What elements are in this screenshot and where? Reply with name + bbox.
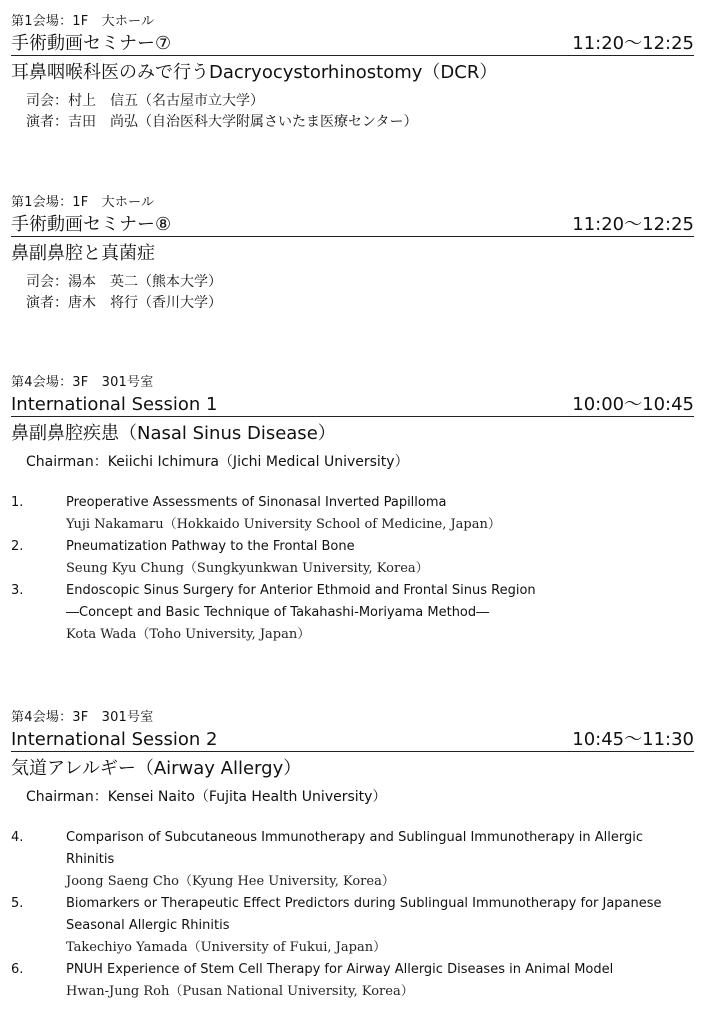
session-title: 手術動画セミナー⑧ <box>11 214 172 235</box>
session-subject: 鼻副鼻腔疾患（Nasal Sinus Disease） <box>11 423 336 444</box>
talk-number: 3. <box>11 583 24 598</box>
venue-label: 第1会場：1F 大ホール <box>11 14 155 29</box>
chairman-line: Chairman：Keiichi Ichimura（Jichi Medical University） <box>26 454 409 470</box>
session-subject: 耳鼻咽喉科医のみで行うDacryocystorhinostomy（DCR） <box>11 62 498 83</box>
talk-number: 4. <box>11 830 24 845</box>
chairman-line: Chairman：Kensei Naito（Fujita Health University） <box>26 789 387 805</box>
session-header <box>11 727 694 752</box>
talk-title: Biomarkers or Therapeutic Effect Predictors during Sublingual Immunotherapy for Japanese <box>66 896 662 911</box>
talk-author: Kota Wada（Toho University, Japan） <box>66 627 311 642</box>
session-title: International Session 2 <box>11 729 218 750</box>
talk-author: Yuji Nakamaru（Hokkaido University School of Medicine, Japan） <box>66 517 501 532</box>
talk-item <box>11 536 694 580</box>
talk-title: Comparison of Subcutaneous Immunotherapy and Sublingual Immunotherapy in Allergic Rhinitis <box>66 830 644 867</box>
talk-author: Seung Kyu Chung（Sungkyunkwan University, Korea） <box>66 561 429 576</box>
talk-subtitle: ―Concept and Basic Technique of Takahashi-Moriyama Method― <box>66 605 490 620</box>
talk-author: Joong Saeng Cho（Kyung Hee University, Korea） <box>66 874 395 889</box>
talk-title: Pneumatization Pathway to the Frontal Bone <box>66 539 355 554</box>
venue-label: 第4会場：3F 301号室 <box>11 710 154 725</box>
moderator-line: 司会：村上 信五（名古屋市立大学） <box>26 93 264 109</box>
session-time: 11:20～12:25 <box>572 33 694 54</box>
session-header <box>11 392 694 417</box>
talk-title: Preoperative Assessments of Sinonasal Inverted Papilloma <box>66 495 447 510</box>
talk-title: Endoscopic Sinus Surgery for Anterior Ethmoid and Frontal Sinus Region <box>66 583 536 598</box>
session-time: 10:45～11:30 <box>572 729 694 750</box>
talk-subtitle: Seasonal Allergic Rhinitis <box>66 918 230 933</box>
talk-number: 2. <box>11 539 24 554</box>
session-block <box>11 14 694 133</box>
talk-number: 5. <box>11 896 24 911</box>
session-title: 手術動画セミナー⑦ <box>11 33 172 54</box>
session-block <box>11 710 694 1003</box>
speaker-line: 演者：吉田 尚弘（自治医科大学附属さいたま医療センター） <box>26 114 418 130</box>
session-title: International Session 1 <box>11 394 218 415</box>
speaker-line: 演者：唐木 将行（香川大学） <box>26 295 222 311</box>
talk-item <box>11 959 694 1003</box>
talk-list <box>11 492 694 646</box>
talk-item <box>11 580 694 646</box>
moderator-line: 司会：湯本 英二（熊本大学） <box>26 274 222 290</box>
session-header <box>11 31 694 56</box>
venue-label: 第4会場：3F 301号室 <box>11 375 154 390</box>
talk-number: 1. <box>11 495 24 510</box>
talk-author: Takechiyo Yamada（University of Fukui, Japan） <box>66 940 387 955</box>
session-block <box>11 375 694 646</box>
session-time: 10:00～10:45 <box>572 394 694 415</box>
session-block <box>11 195 694 314</box>
session-subject: 鼻副鼻腔と真菌症 <box>11 243 155 264</box>
talk-item <box>11 492 694 536</box>
talk-author: Hwan-Jung Roh（Pusan National University, Korea） <box>66 984 414 999</box>
session-header <box>11 212 694 237</box>
venue-label: 第1会場：1F 大ホール <box>11 195 155 210</box>
session-time: 11:20～12:25 <box>572 214 694 235</box>
talk-title: PNUH Experience of Stem Cell Therapy for Airway Allergic Diseases in Animal Model <box>66 962 614 977</box>
talk-item <box>11 893 694 959</box>
session-subject: 気道アレルギー（Airway Allergy） <box>11 758 302 779</box>
talk-item <box>11 827 694 893</box>
talk-list <box>11 827 694 1003</box>
talk-number: 6. <box>11 962 24 977</box>
